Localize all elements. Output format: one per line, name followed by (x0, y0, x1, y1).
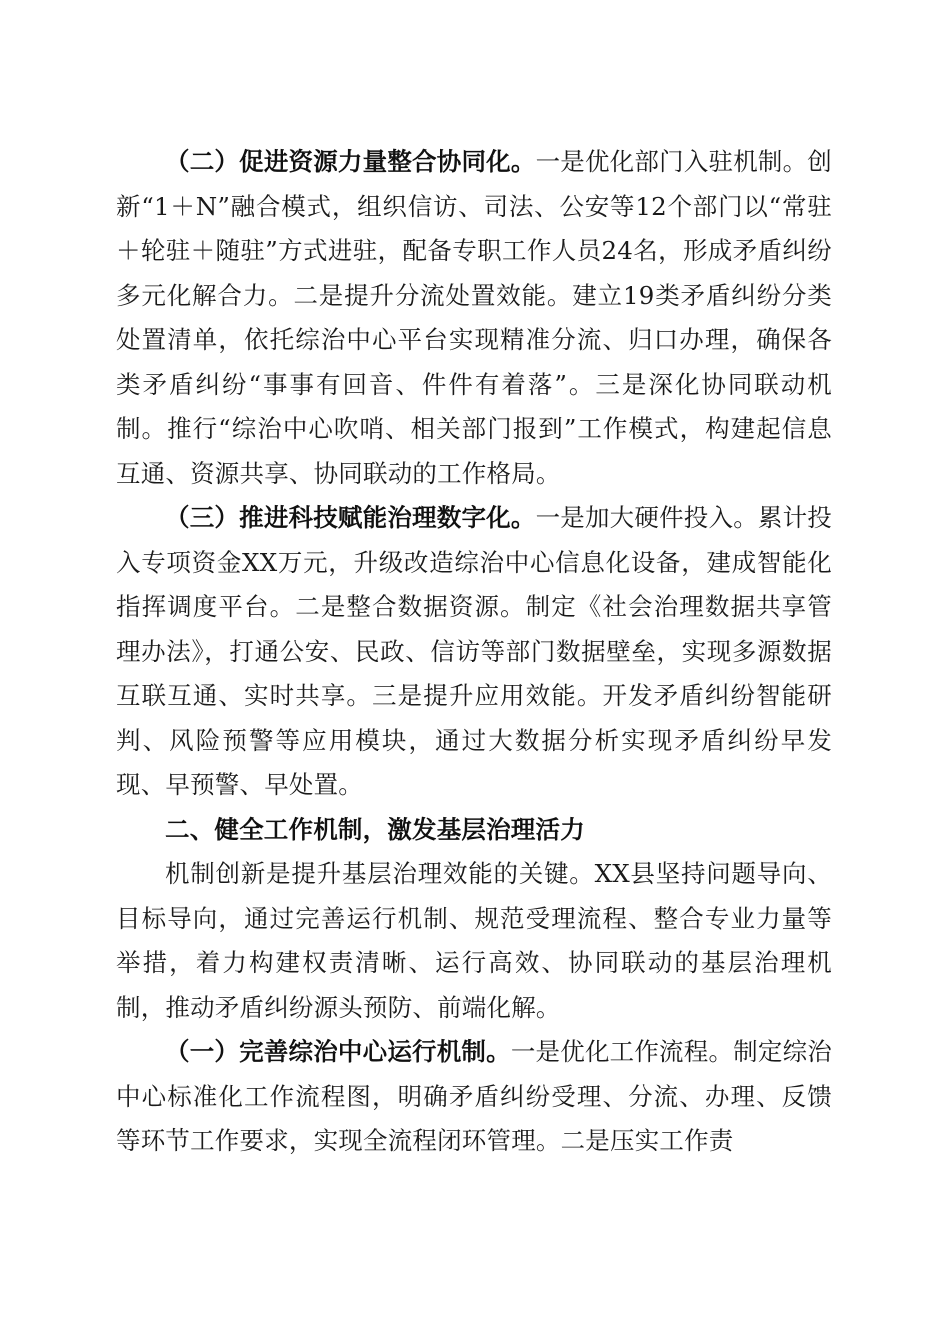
paragraph-lead: （三）推进科技赋能治理数字化。 (165, 503, 536, 532)
paragraph-text: 一是优化工作流程。制定综治中心标准化工作流程图，明确矛盾纠纷受理、分流、办理、反馈等环节工作要求，实现全流程闭环管理。二是压实工作责 (116, 1037, 832, 1155)
paragraph-resource-integration (116, 140, 832, 496)
section-heading: 二、健全工作机制，激发基层治理活力 (165, 814, 585, 844)
paragraph-text: 机制创新是提升基层治理效能的关键。XX县坚持问题导向、目标导向，通过完善运行机制、规范受理流程、整合专业力量等举措，着力构建权责清晰、运行高效、协同联动的基层治理机制，推动矛盾纠纷源头预防、前端化解。 (116, 859, 832, 1022)
paragraph-text: 一是优化部门入驻机制。创新“1＋N”融合模式，组织信访、司法、公安等12个部门以“常驻＋轮驻＋随驻”方式进驻，配备专职工作人员24名，形成矛盾纠纷多元化解合力。二是提升分流处置效能。建立19类矛盾纠纷分类处置清单，依托综治中心平台实现精准分流、归口办理，确保各类矛盾纠纷“事事有回音、件件有着落”。三是深化协同联动机制。推行“综治中心吹哨、相关部门报到”工作模式，构建起信息互通、资源共享、协同联动的工作格局。 (116, 147, 833, 488)
paragraph-text: 一是加大硬件投入。累计投入专项资金XX万元，升级改造综治中心信息化设备，建成智能化指挥调度平台。二是整合数据资源。制定《社会治理数据共享管理办法》，打通公安、民政、信访等部门数据壁垒，实现多源数据互联互通、实时共享。三是提升应用效能。开发矛盾纠纷智能研判、风险预警等应用模块，通过大数据分析实现矛盾纠纷早发现、早预警、早处置。 (116, 503, 833, 799)
paragraph-lead: （二）促进资源力量整合协同化。 (165, 147, 536, 176)
paragraph-mechanism-intro (116, 852, 832, 1030)
document-body (116, 140, 832, 1164)
paragraph-lead: （一）完善综治中心运行机制。 (165, 1037, 511, 1066)
paragraph-tech-empowerment (116, 496, 832, 808)
paragraph-operation-mechanism (116, 1030, 832, 1164)
